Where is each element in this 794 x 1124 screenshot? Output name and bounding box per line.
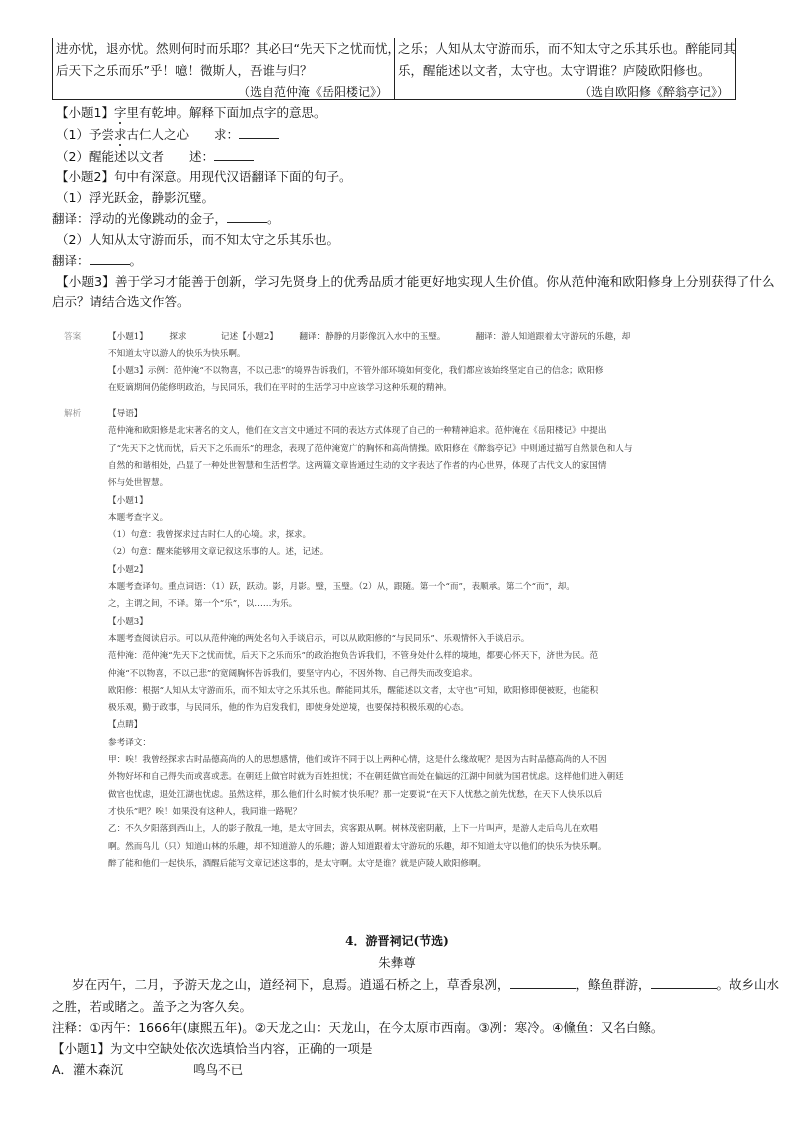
analysis-line: 【小题2】 — [108, 564, 148, 575]
answer-blank[interactable] — [90, 252, 130, 265]
analysis-line: 【导语】 — [108, 409, 143, 419]
analysis-line: 自然的和谐相处，凸显了一种处世智慧和生活哲学。这两篇文章皆通过生动的文字表达了作者的内心世界，体现了古代文人的家国情 — [108, 460, 607, 471]
q2-1-translation — [52, 209, 280, 229]
answer-blank[interactable] — [227, 210, 267, 223]
section-note: 注释：①丙午：1666年(康熙五年)。②天龙之山：天龙山，在今太原市西南。③冽：寒冷。④儵鱼：又名白鲦。 — [52, 1020, 664, 1035]
analysis-line: 怀与处世智慧。 — [108, 478, 169, 489]
passage-left-line: 进亦忧，退亦忧。然则何时而乐耶？其必曰“先天下之忧而忧， — [56, 41, 400, 56]
answer-line: 在贬谪期间仍能修明政治，与民同乐，我们在平时的生活学习中应该学习这种乐观的精神。 — [108, 383, 452, 393]
text-segment: 岁在丙午，二月，予游天龙之山，道经祠下，息焉。逍遥石桥之上，草香泉冽， — [72, 977, 510, 992]
period: 。 — [267, 211, 280, 226]
analysis-line: 啊。然而鸟儿（只）知道山林的乐趣，却不知道游人的乐趣；游人知道跟着太守游玩的乐趣，却不知道太守以他们的快乐为快乐啊。 — [108, 841, 607, 852]
q3-line-1: 【小题3】善于学习才能善于创新，学习先贤身上的优秀品质才能更好地实现人生价值。你从范仲淹和欧阳修身上分别获得了什么 — [56, 274, 775, 289]
passage-right-column — [395, 38, 735, 99]
analysis-line: 本题考查译句。重点词语：（1）跃，跃动。影，月影。璧，玉璧。（2）从，跟随。第一个“而”，表顺承。第二个“而”，却。 — [108, 582, 575, 592]
section-q1: 【小题1】为文中空缺处依次选填恰当内容，正确的一项是 — [52, 1041, 373, 1056]
translation-label: 翻译： — [52, 253, 90, 268]
q1-1-prefix: （1）予尝 — [56, 127, 114, 142]
translation-label: 翻译：浮动的光像跳动的金子， — [52, 211, 228, 226]
answer-line: 不知道太守以游人的快乐为快乐啊。 — [108, 349, 246, 359]
analysis-line: 醉了能和他们一起快乐，酒醒后能写文章记述这事的，是太守啊。太守是谁？就是庐陵人欧阳修啊。 — [108, 858, 487, 869]
q1-stem: 【小题1】字里有乾坤。解释下面加点字的意思。 — [56, 105, 327, 120]
analysis-line: 甲：唉！我曾经探求古时品德高尚的人的思想感情，他们或许不同于以上两种心情，这是什么缘故呢？是因为古时品德高尚的人不因 — [108, 755, 607, 765]
text-segment: 。故乡山水 — [716, 977, 780, 992]
q1-2-suffix: 以文者 述： — [126, 149, 214, 164]
analysis-line: 范仲淹：范仲淹“先天下之忧而忧，后天下之乐而乐”的政治抱负告诉我们，不管身处什么样的境地，都要心怀天下，济世为民。范 — [108, 651, 599, 662]
analysis-line: 做官也忧虑，退处江湖也忧虑。虽然这样，那么他们什么时候才快乐呢？那一定要说“在天下人忧愁之前先忧愁，在天下人快乐以后 — [108, 789, 603, 800]
analysis-label: 解析 — [64, 409, 82, 419]
text-segment: ，鲦鱼群游， — [575, 977, 651, 992]
period: 。 — [129, 253, 143, 268]
option-a-part-1: A．灌木森沉 — [52, 1062, 124, 1077]
section-author: 朱彝尊 — [378, 955, 416, 970]
q2-item-1: （1）浮光跃金，静影沉璧。 — [56, 190, 214, 205]
analysis-line: 本题考查字义。 — [108, 512, 169, 523]
q2-2-translation — [52, 251, 142, 271]
passage-table — [52, 38, 736, 100]
analysis-line: 欧阳修：根据“人知从太守游而乐，而不知太守之乐其乐也。醉能同其乐，醒能述以文者，太守也”可知，欧阳修即便被贬，也能积 — [108, 685, 599, 696]
section-title: 4．游晋祠记(节选) — [345, 934, 449, 948]
passage-right-source: （选自欧阳修《醉翁亭记》） — [578, 85, 729, 99]
analysis-line: 范仲淹和欧阳修是北宋著名的文人，他们在文言文中通过不同的表达方式体现了自己的一种精神追求。范仲淹在《岳阳楼记》中提出 — [108, 426, 607, 437]
answer-label: 答案 — [64, 332, 82, 342]
section-text-line-2: 之胜，若或睹之。盖予之为客久矣。 — [52, 999, 253, 1014]
option-a[interactable] — [52, 1060, 243, 1080]
q2-stem: 【小题2】句中有深意。用现代汉语翻译下面的句子。 — [56, 169, 352, 184]
analysis-line: 参考译文： — [108, 737, 151, 748]
analysis-line: 【小题3】 — [108, 616, 148, 627]
analysis-line: 仲淹“不以物喜，不以己悲”的宽阔胸怀告诉我们，要坚守内心，不因外物、自己得失而改变追求。 — [108, 668, 478, 679]
answer-line: 【小题3】示例：范仲淹“不以物喜，不以己悲”的境界告诉我们，不管外部环境如何变化，我们都应该始终坚定自己的信念；欧阳修 — [108, 366, 604, 376]
passage-left-source: （选自范仲淹《岳阳楼记》） — [237, 85, 388, 99]
answer-blank[interactable] — [510, 976, 576, 989]
option-a-part-2: 鸣鸟不已 — [193, 1062, 244, 1077]
analysis-line: （1）句意：我曾探求过古时仁人的心境。求，探求。 — [108, 530, 312, 541]
analysis-line: 之，主谓之间，不译。第一个“乐”，以……为乐。 — [108, 599, 298, 610]
q1-item-2 — [56, 147, 254, 167]
answer-blank[interactable] — [239, 126, 279, 139]
analysis-line: 了“先天下之忧而忧，后天下之乐而乐”的理念，表现了范仲淹宽广的胸怀和高尚情操。欧阳修在《醉翁亭记》中则通过描写自然景色和人与 — [108, 443, 633, 454]
answer-blank[interactable] — [214, 148, 254, 161]
section-text-line-1 — [72, 975, 779, 995]
analysis-line: 乙：不久夕阳落到西山上，人的影子散乱一地，是太守回去，宾客跟从啊。树林茂密阴蔽，上下一片叫声，是游人走后鸟儿在欢唱 — [108, 824, 598, 835]
q1-item-1 — [56, 125, 279, 145]
q3-line-2: 启示？请结合选文作答。 — [52, 294, 190, 309]
q1-1-suffix: 古仁人之心 求： — [126, 127, 239, 142]
dotted-char: 述 — [114, 147, 127, 167]
answer-blank[interactable] — [651, 976, 717, 989]
analysis-line: 极乐观，勤于政事，与民同乐，他的作为启发我们，即使身处逆境，也要保持积极乐观的心态。 — [108, 703, 469, 714]
q1-2-prefix: （2）醒能 — [56, 149, 114, 164]
analysis-line: 【小题1】 — [108, 495, 148, 506]
analysis-line: 外物好坏和自己得失而或喜或悲。在朝廷上做官时就为百姓担忧；不在朝廷做官而处在偏远的江湖中间就为国君忧虑。这样他们进入朝廷 — [108, 772, 624, 783]
passage-left-line: 后天下之乐而乐”乎！噫！微斯人，吾谁与归？ — [56, 63, 313, 78]
analysis-line: 才快乐”吧？唉！如果没有这种人，我同谁一路呢？ — [108, 806, 302, 817]
answer-line: 【小题1】 探求 记述【小题2】 翻译：静静的月影像沉入水中的玉璧。 翻译：游人知道跟着太守游玩的乐趣，却 — [108, 332, 631, 342]
passage-right-line: 乐，醒能述以文者，太守也。太守谓谁？庐陵欧阳修也。 — [398, 63, 711, 78]
passage-right-line: 之乐；人知从太守游而乐，而不知太守之乐其乐也。醉能同其 — [398, 41, 736, 56]
passage-left-column — [53, 38, 400, 99]
analysis-line: 【点睛】 — [108, 720, 143, 731]
analysis-line: （2）句意：醒来能够用文章记叙这乐事的人。述，记述。 — [108, 547, 329, 558]
q2-item-2: （2）人知从太守游而乐，而不知太守之乐其乐也。 — [56, 232, 339, 247]
analysis-line: 本题考查阅读启示。可以从范仲淹的两处名句入手谈启示，可以从欧阳修的“与民同乐”、乐观情怀入手谈启示。 — [108, 633, 530, 644]
dotted-char: 求 — [114, 125, 127, 145]
